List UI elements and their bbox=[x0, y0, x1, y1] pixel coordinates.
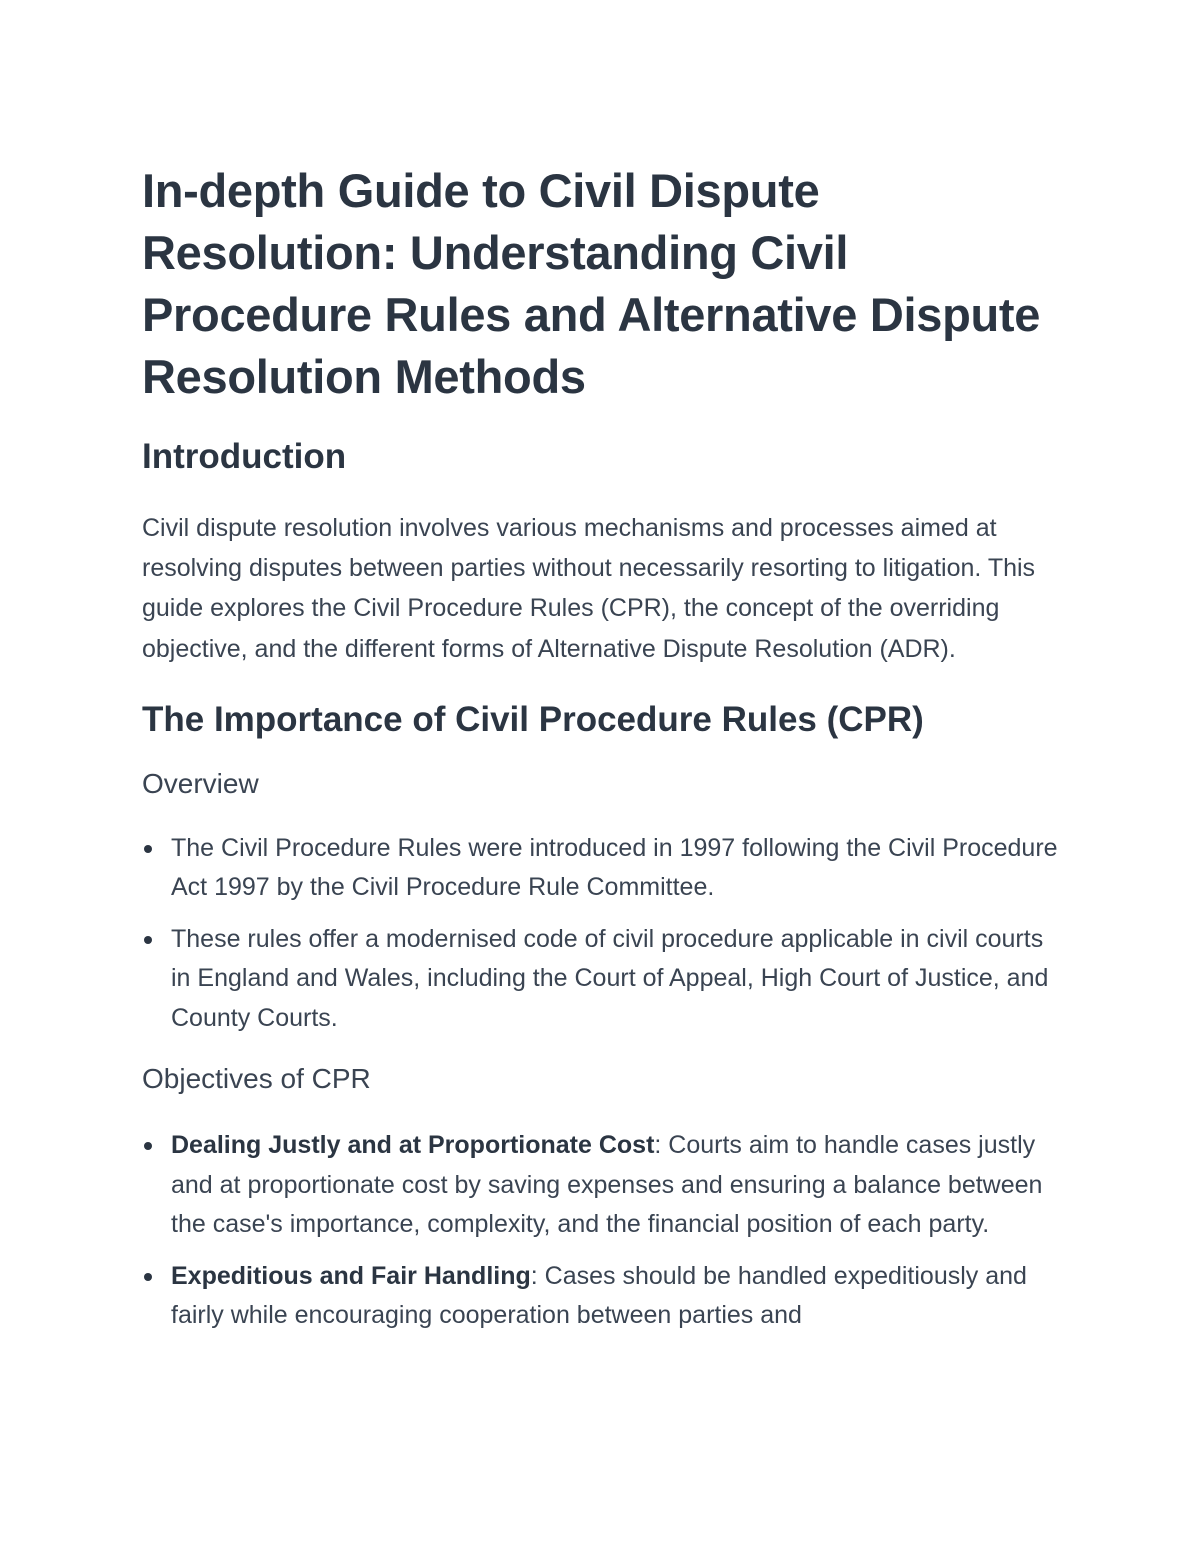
list-item-term: Expeditious and Fair Handling bbox=[171, 1261, 531, 1290]
overview-list bbox=[142, 829, 1062, 1039]
bullet-icon bbox=[144, 1142, 152, 1150]
introduction-heading: Introduction bbox=[142, 437, 347, 476]
bullet-icon bbox=[144, 845, 152, 853]
objectives-list bbox=[142, 1126, 1062, 1336]
document-title: In-depth Guide to Civil Dispute Resolution: Understanding Civil Procedure Rules and Alternative Dispute Resolution Methods bbox=[142, 164, 1041, 403]
list-item-text: : Courts aim to handle cases justly and at proportionate cost by saving expenses and ensuring a balance between the case's importance, complexity, and the financial position of each party. bbox=[171, 1131, 1043, 1239]
bullet-icon bbox=[144, 936, 152, 944]
list-item-text: These rules offer a modernised code of civil procedure applicable in civil courts in England and Wales, including the Court of Appeal, High Court of Justice, and County Courts. bbox=[171, 924, 1049, 1032]
objectives-heading: Objectives of CPR bbox=[142, 1063, 371, 1095]
list-item bbox=[142, 1126, 1062, 1245]
document-page bbox=[142, 160, 1062, 1348]
introduction-paragraph: Civil dispute resolution involves various mechanisms and processes aimed at resolving disputes between parties without necessarily resorting to litigation. This guide explores the Civil Procedure Rules (CPR), the concept of the overriding objective, and the different forms of Alternative Dispute Resolution (ADR). bbox=[142, 514, 1036, 663]
list-item-text: : Cases should be handled expeditiously and fairly while encouraging cooperation between parties and bbox=[171, 1261, 1027, 1330]
list-item-term: Dealing Justly and at Proportionate Cost bbox=[171, 1131, 655, 1160]
cpr-section-heading: The Importance of Civil Procedure Rules (CPR) bbox=[142, 699, 924, 739]
list-item bbox=[142, 829, 1062, 908]
overview-heading: Overview bbox=[142, 767, 259, 799]
bullet-icon bbox=[144, 1273, 152, 1281]
list-item-text: The Civil Procedure Rules were introduced in 1997 following the Civil Procedure Act 1997 by the Civil Procedure Rule Committee. bbox=[171, 833, 1058, 902]
list-item bbox=[142, 920, 1062, 1039]
list-item bbox=[142, 1257, 1062, 1336]
